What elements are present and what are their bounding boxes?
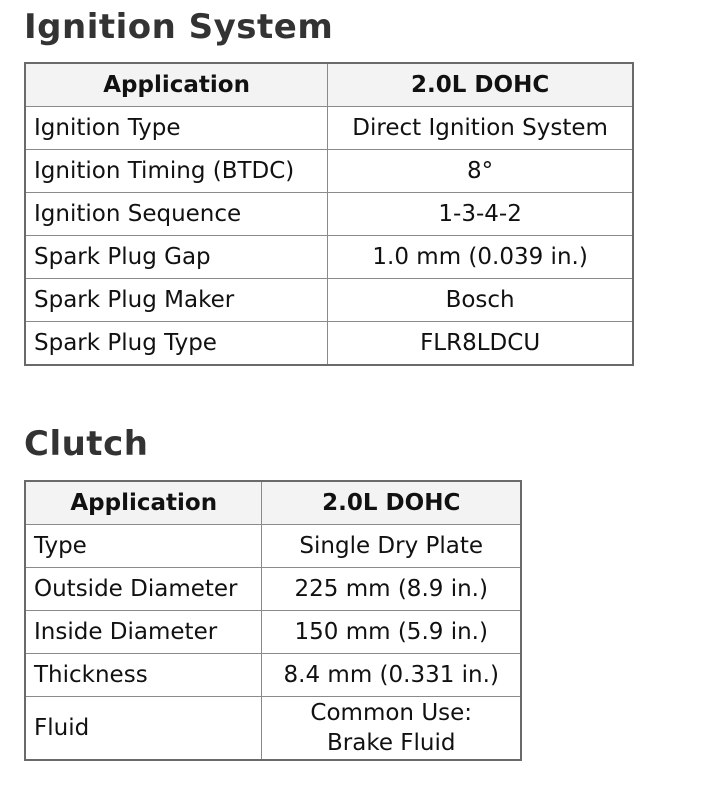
- clutch-spec-table: [24, 480, 522, 761]
- table-header-row: [26, 482, 520, 525]
- row-value-line: Brake Fluid: [326, 730, 456, 756]
- ignition-spec-table: [24, 62, 634, 366]
- row-value: 150 mm (5.9 in.): [262, 611, 520, 654]
- row-label: Spark Plug Type: [26, 322, 328, 364]
- row-label: Spark Plug Maker: [26, 279, 328, 322]
- row-label: Ignition Type: [26, 107, 328, 150]
- clutch-title: Clutch: [24, 424, 149, 464]
- row-value: 1.0 mm (0.039 in.): [328, 236, 632, 279]
- ignition-system-title: Ignition System: [24, 7, 334, 47]
- row-value: Direct Ignition System: [328, 107, 632, 150]
- table-row: [26, 654, 520, 697]
- row-label: Outside Diameter: [26, 568, 262, 611]
- table-row: [26, 279, 632, 322]
- engine-header: 2.0L DOHC: [262, 482, 520, 525]
- row-value-line: Common Use:: [310, 700, 473, 726]
- row-label: Inside Diameter: [26, 611, 262, 654]
- table-row: [26, 236, 632, 279]
- application-header: Application: [26, 482, 262, 525]
- table-row: [26, 697, 520, 759]
- row-value: FLR8LDCU: [420, 330, 541, 356]
- row-label: Thickness: [26, 654, 262, 697]
- table-row: [26, 322, 632, 364]
- table-row: [26, 150, 632, 193]
- table-row: [26, 193, 632, 236]
- row-value: Bosch: [328, 279, 632, 322]
- row-value: 225 mm (8.9 in.): [262, 568, 520, 611]
- application-header: Application: [26, 64, 328, 107]
- table-header-row: [26, 64, 632, 107]
- table-row: [26, 107, 632, 150]
- engine-header: 2.0L DOHC: [328, 64, 632, 107]
- table-row: [26, 568, 520, 611]
- table-row: [26, 611, 520, 654]
- row-value: Single Dry Plate: [262, 525, 520, 568]
- row-label: Ignition Timing (BTDC): [26, 150, 328, 193]
- row-label: Type: [26, 525, 262, 568]
- row-label: Spark Plug Gap: [26, 236, 328, 279]
- row-value: 8°: [328, 150, 632, 193]
- row-value: 8.4 mm (0.331 in.): [262, 654, 520, 697]
- row-value: [262, 697, 520, 759]
- row-value: 1-3-4-2: [328, 193, 632, 236]
- row-label: Ignition Sequence: [26, 193, 328, 236]
- row-label: Fluid: [26, 697, 262, 759]
- table-row: [26, 525, 520, 568]
